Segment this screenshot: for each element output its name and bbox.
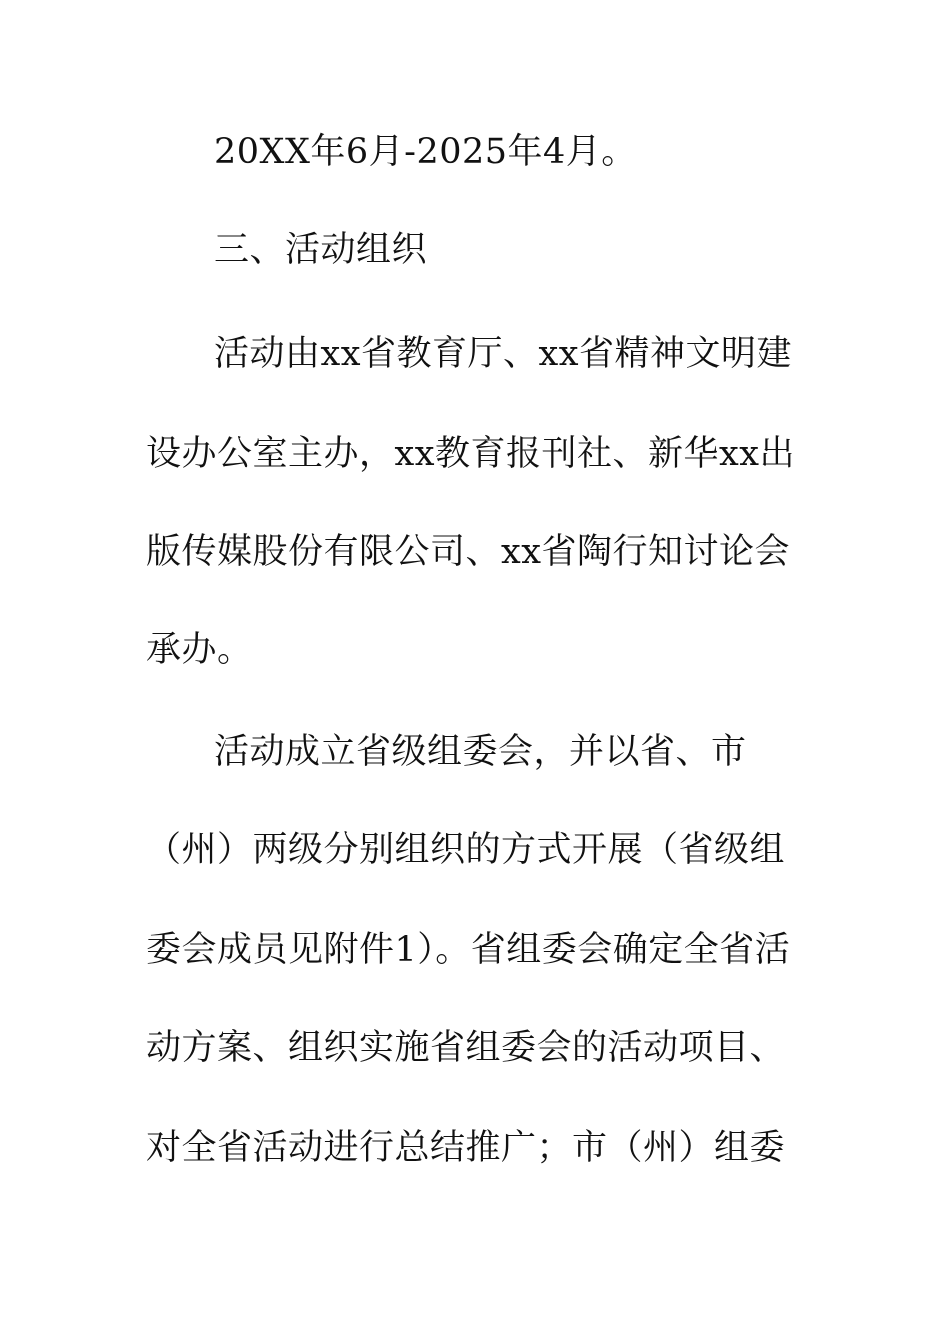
- section-heading: 三、活动组织: [214, 230, 428, 270]
- paragraph-line: 承办。: [146, 630, 253, 670]
- paragraph-date-range: 20XX年6月-2025年4月。: [214, 132, 637, 172]
- paragraph-line: 设办公室主办，xx教育报刊社、新华xx出: [146, 434, 795, 474]
- paragraph-line: 活动成立省级组委会，并以省、市: [214, 732, 747, 772]
- paragraph-line: （州）两级分别组织的方式开展（省级组: [146, 830, 786, 870]
- paragraph-line: 活动由xx省教育厅、xx省精神文明建: [214, 334, 792, 374]
- paragraph-line: 委会成员见附件1）。省组委会确定全省活: [146, 930, 791, 970]
- paragraph-line: 动方案、组织实施省组委会的活动项目、: [146, 1028, 786, 1068]
- paragraph-line: 对全省活动进行总结推广；市（州）组委: [146, 1128, 786, 1168]
- paragraph-line: 版传媒股份有限公司、xx省陶行知讨论会: [146, 532, 790, 572]
